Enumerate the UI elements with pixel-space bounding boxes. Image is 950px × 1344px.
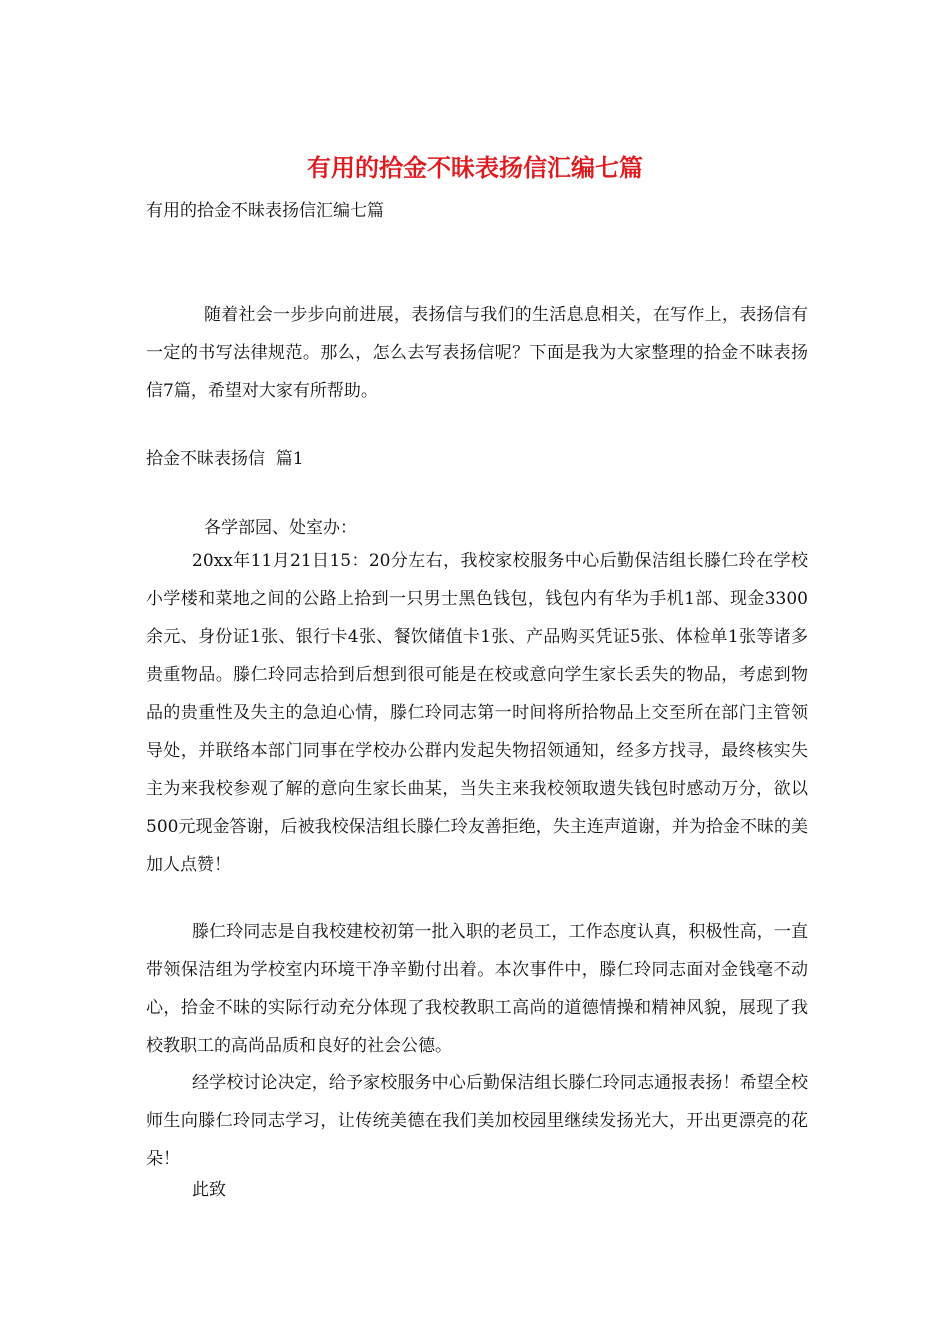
document-title: 有用的拾金不昧表扬信汇编七篇: [307, 154, 643, 182]
closing-line: 此致: [192, 1180, 226, 1200]
body-paragraph: 20xx年11月21日15：20分左右，我校家校服务中心后勤保洁组长滕仁玲在学校小学楼和菜地之间的公路上拾到一只男士黑色钱包，钱包内有华为手机1部、现金3300余元、身份证1张、银行卡4张、餐饮储值卡1张、产品购买凭证5张、体检单1张等诸多贵重物品。滕仁玲同志拾到后想到很可能是在校或意向学生家长丢失的物品，考虑到物品的贵重性及失主的急迫心情，滕仁玲同志第一时间将所拾物品上交至所在部门主管领导处，并联络本部门同事在学校办公群内发起失物招领通知，经多方找寻，最终核实失主为来我校参观了解的意向生家长曲某，当失主来我校领取遗失钱包时感动万分，欲以500元现金答谢，后被我校保洁组长滕仁玲友善拒绝，失主连声道谢，并为拾金不昧的美加人点赞！: [146, 551, 808, 875]
salutation: 各学部园、处室办：: [204, 518, 357, 538]
document-subtitle: 有用的拾金不昧表扬信汇编七篇: [146, 201, 384, 221]
intro-paragraph: 随着社会一步步向前进展，表扬信与我们的生活息息相关，在写作上，表扬信有一定的书写法律规范。那么，怎么去写表扬信呢？下面是我为大家整理的拾金不昧表扬信7篇，希望对大家有所帮助。: [146, 305, 808, 401]
section-heading: 拾金不昧表扬信 篇1: [146, 449, 304, 469]
body-paragraph: 经学校讨论决定，给予家校服务中心后勤保洁组长滕仁玲同志通报表扬！希望全校师生向滕仁玲同志学习，让传统美德在我们美加校园里继续发扬光大，开出更漂亮的花朵！: [146, 1073, 808, 1169]
body-paragraph: 滕仁玲同志是自我校建校初第一批入职的老员工，工作态度认真，积极性高，一直带领保洁组为学校室内环境干净辛勤付出着。本次事件中，滕仁玲同志面对金钱毫不动心，拾金不昧的实际行动充分体现了我校教职工高尚的道德情操和精神风貌，展现了我校教职工的高尚品质和良好的社会公德。: [146, 922, 808, 1056]
